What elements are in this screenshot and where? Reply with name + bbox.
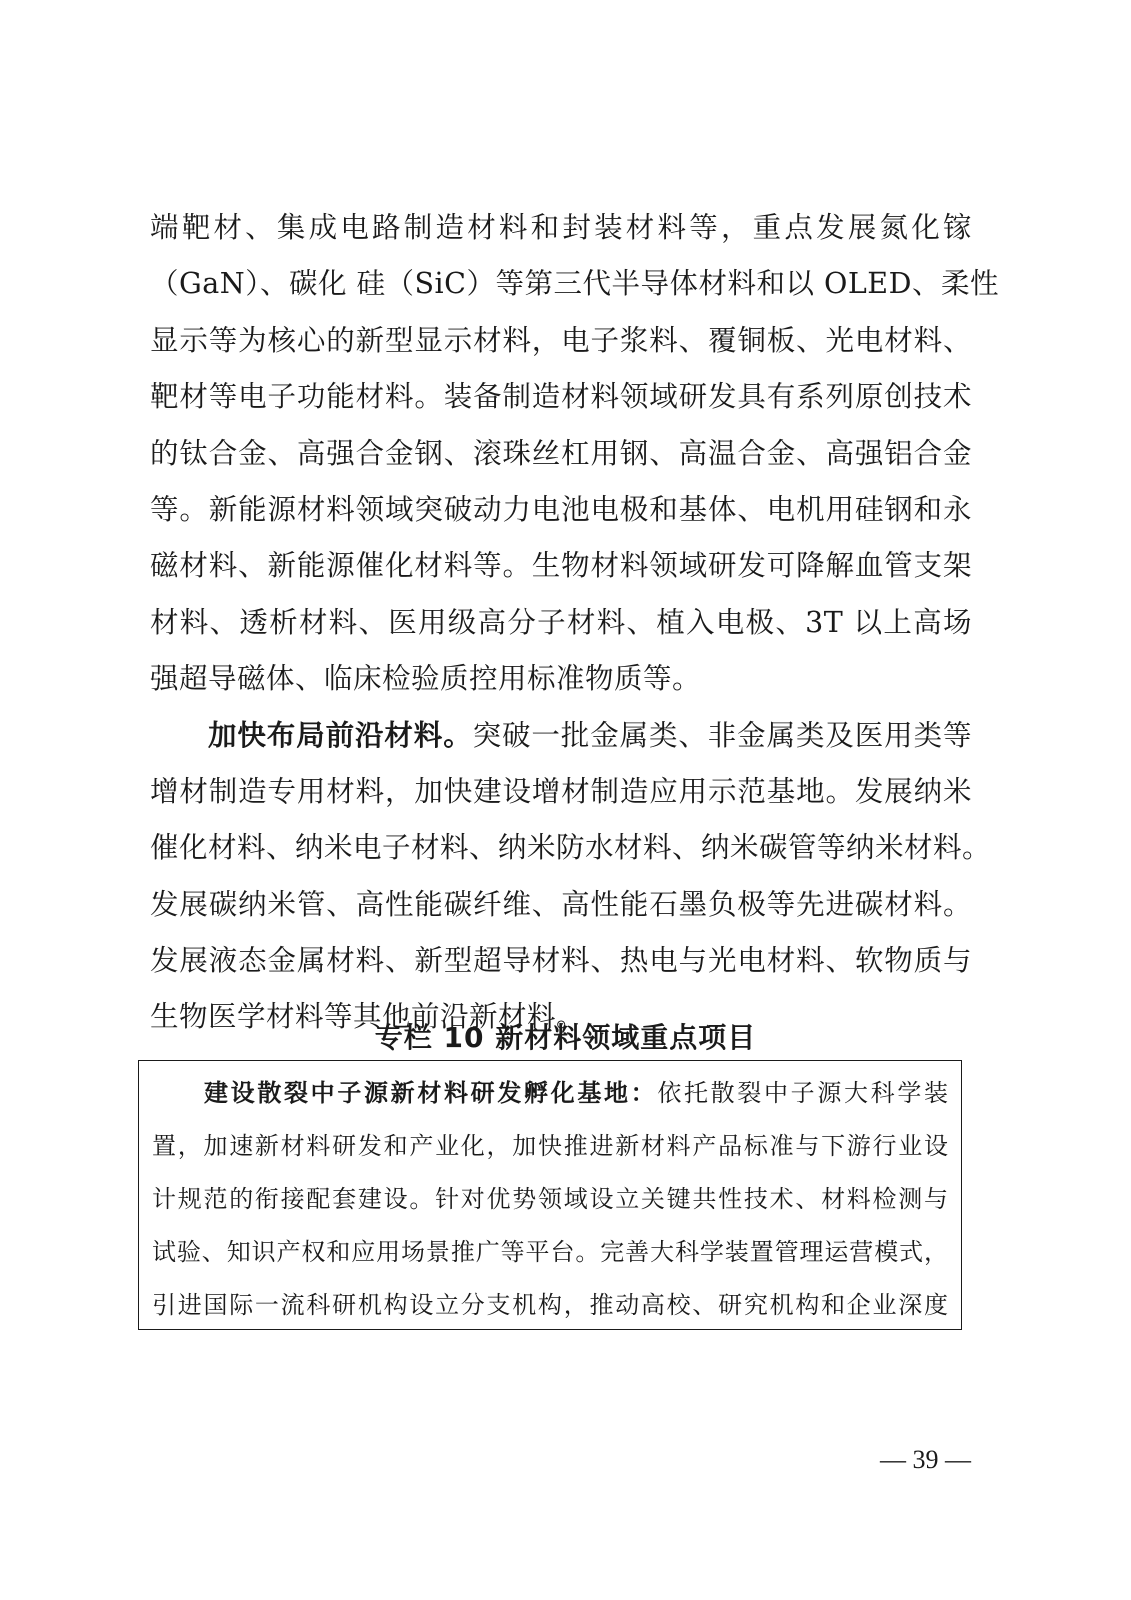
text-line: 催化材料、纳米电子材料、纳米防水材料、纳米碳管等纳米材料。 [150,831,992,865]
project-box-text [152,1067,948,1332]
project-heading: 建设散裂中子源新材料研发孵化基地： [204,1079,658,1107]
paragraph-first-line [150,708,972,764]
box-text-line: 试验、知识产权和应用场景推广等平台。完善大科学装置管理运营模式， [152,1238,948,1266]
text-line: 发展碳纳米管、高性能碳纤维、高性能石墨负极等先进碳材料。 [150,887,972,921]
text-line: 磁材料、新能源催化材料等。生物材料领域研发可降解血管支架 [150,549,972,583]
body-text [150,200,999,1046]
paragraph-text: 突破一批金属类、非金属类及医用类等 [472,718,972,752]
project-text: 依托散裂中子源大科学装 [657,1079,949,1107]
box-text-line: 引进国际一流科研机构设立分支机构，推动高校、研究机构和企业深度 [152,1291,948,1319]
text-line: （GaN）、碳化 硅（SiC）等第三代半导体材料和以 OLED、柔性 [150,267,999,301]
text-line: 的钛合金、高强合金钢、滚珠丝杠用钢、高温合金、高强铝合金 [150,436,972,470]
text-line: 等。新能源材料领域突破动力电池电极和基体、电机用硅钢和永 [150,492,972,526]
text-line: 发展液态金属材料、新型超导材料、热电与光电材料、软物质与 [150,944,972,978]
box-text-line: 计规范的衔接配套建设。针对优势领域设立关键共性技术、材料检测与 [152,1185,948,1213]
text-line: 生物医学材料等其他前沿新材料。 [150,1000,586,1034]
text-line: 靶材等电子功能材料。装备制造材料领域研发具有系列原创技术 [150,380,972,414]
text-line: 增材制造专用材料，加快建设增材制造应用示范基地。发展纳米 [150,774,972,808]
project-box [138,1060,962,1330]
text-line: 显示等为核心的新型显示材料，电子浆料、覆铜板、光电材料、 [150,323,972,357]
column-title: 专栏 10 新材料领域重点项目 [374,1021,757,1054]
paragraph-heading: 加快布局前沿材料。 [208,718,473,752]
box-text-line: 置，加速新材料研发和产业化，加快推进新材料产品标准与下游行业设 [152,1132,948,1160]
page-number: — 39 — [880,1445,971,1474]
text-line: 材料、透析材料、医用级高分子材料、植入电极、3T 以上高场 [150,605,972,639]
text-line: 端靶材、集成电路制造材料和封装材料等，重点发展氮化镓 [150,211,972,244]
box-first-line [152,1067,948,1120]
text-line: 强超导磁体、临床检验质控用标准物质等。 [150,662,702,696]
